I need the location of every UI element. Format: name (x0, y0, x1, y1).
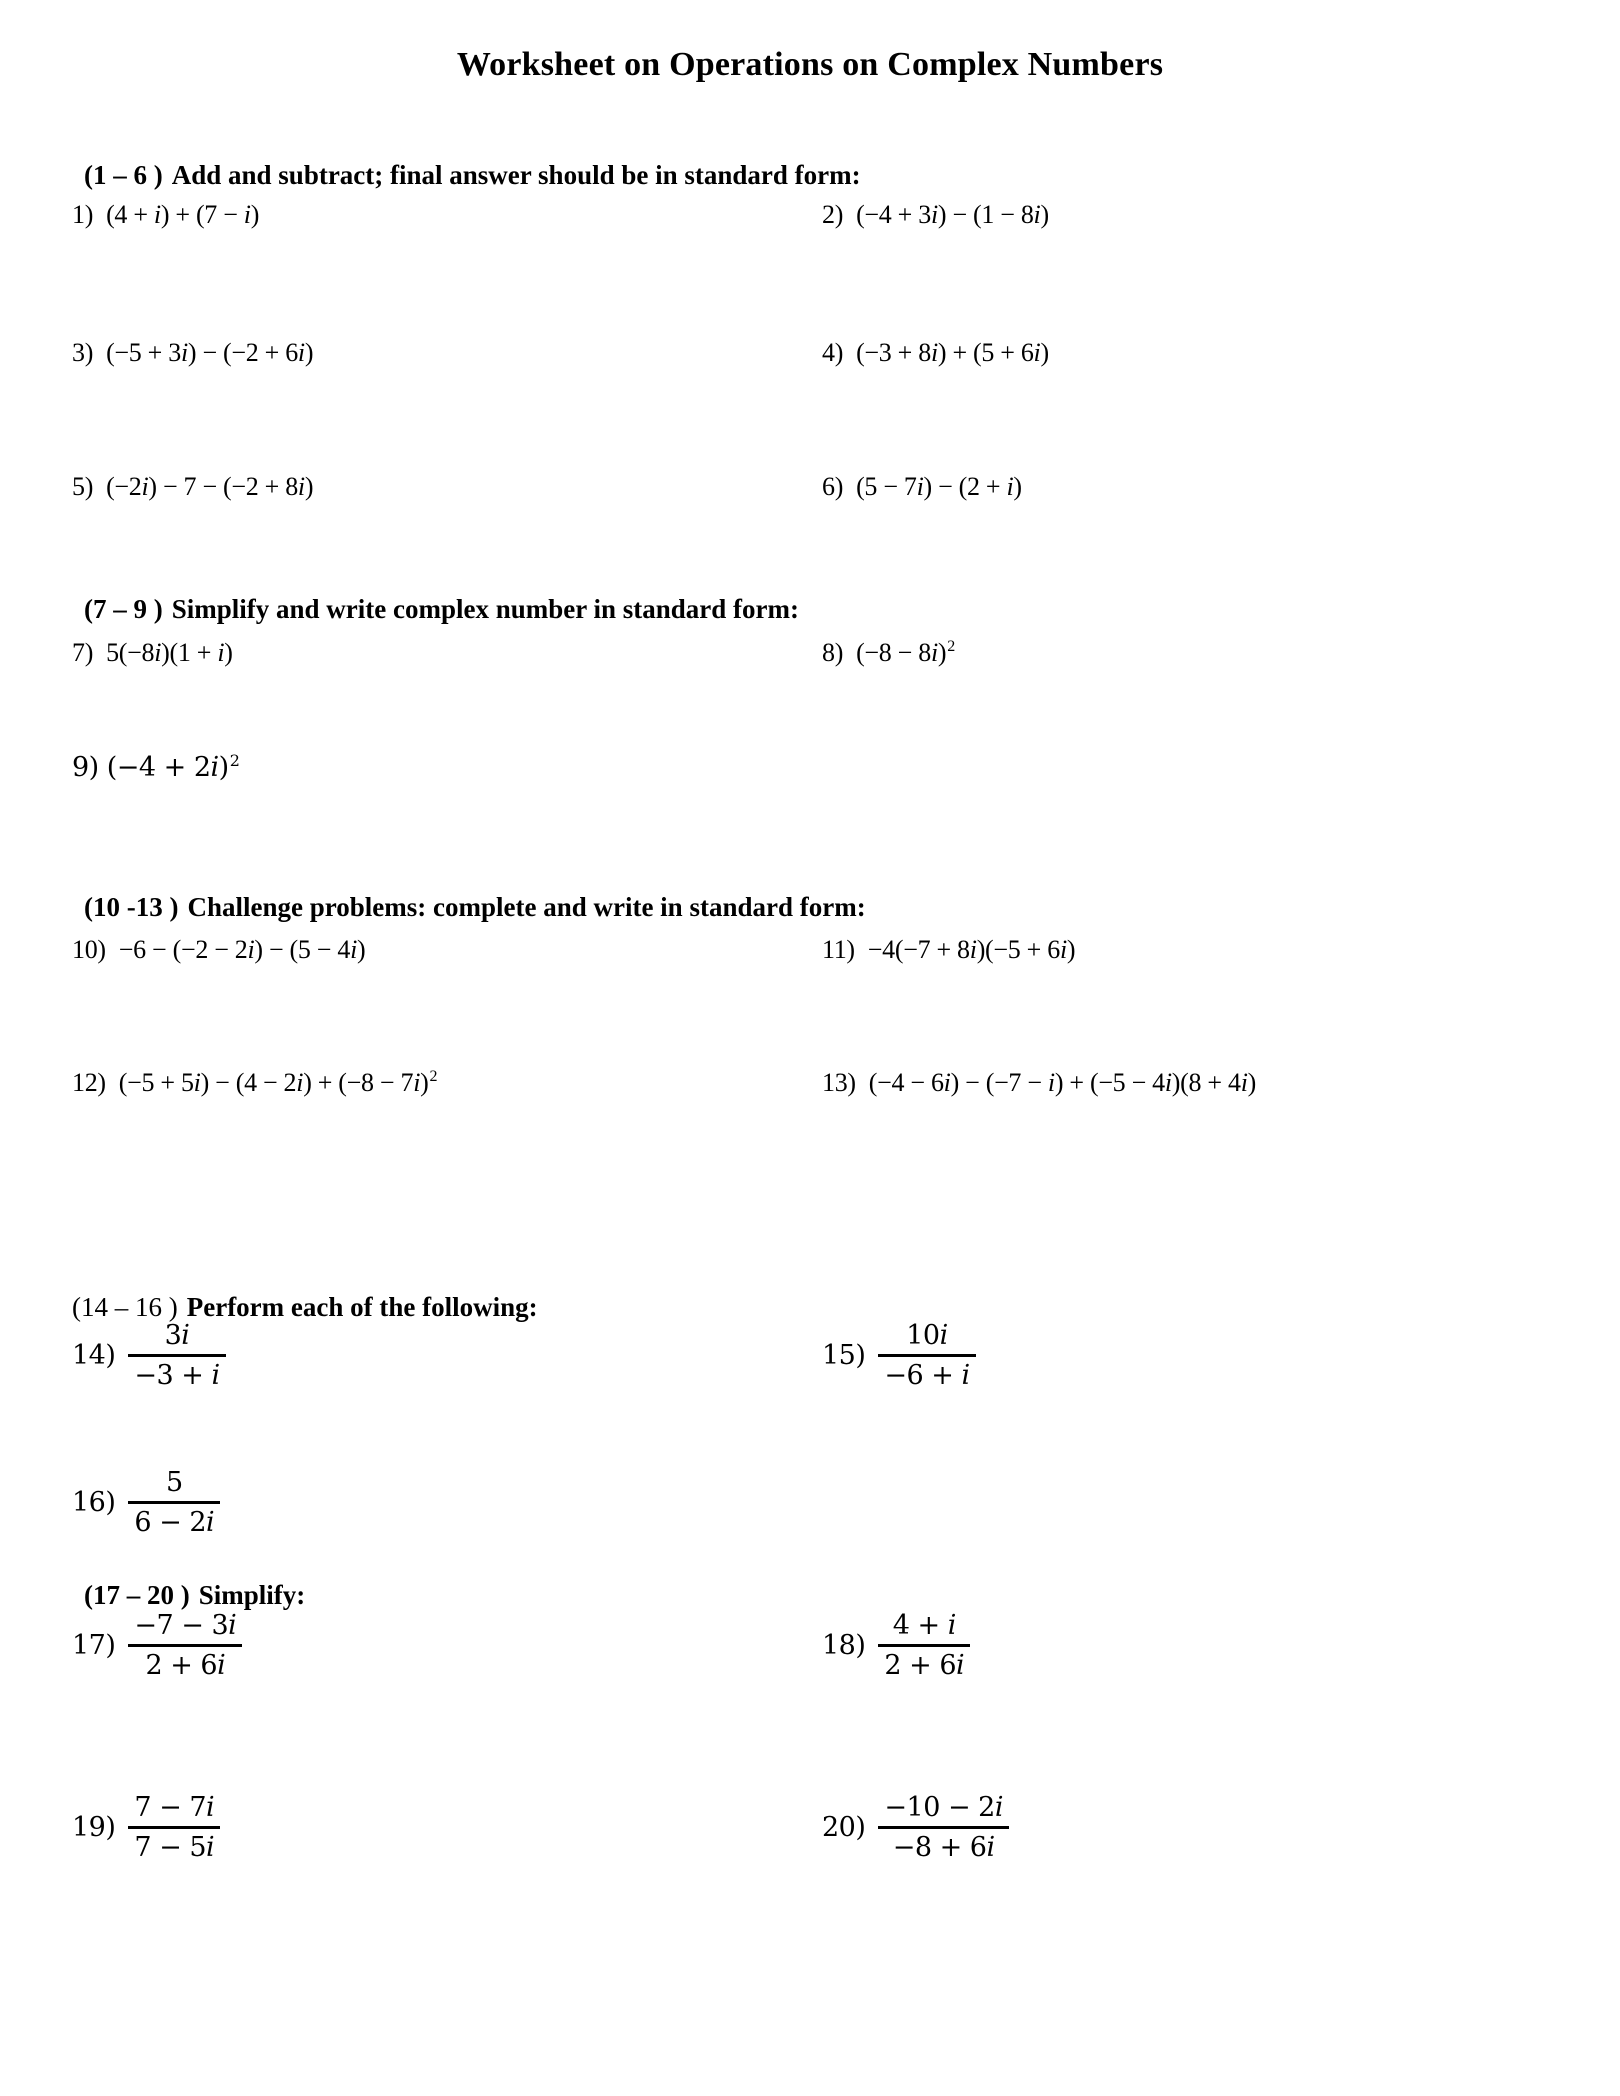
section-header-2 (84, 594, 799, 625)
problem-number: 15) (822, 1340, 866, 1371)
problem-number: 18) (822, 1630, 866, 1661)
fraction-denominator: −3 + i (134, 1360, 220, 1391)
problem-10 (72, 935, 365, 965)
fraction-bar (128, 1826, 220, 1829)
problem-number: 8) (822, 638, 844, 667)
fraction-bar (878, 1354, 975, 1357)
problem-expression: 5(−8i)(1 + i) (106, 638, 233, 667)
problem-13 (822, 1068, 1256, 1098)
section-text: Add and subtract; final answer should be in standard form: (171, 160, 861, 190)
problem-number: 20) (822, 1812, 866, 1843)
section-header-5 (84, 1580, 305, 1611)
section-range: (7 – 9 ) (84, 594, 163, 624)
problem-number: 16) (72, 1487, 116, 1518)
problem-number: 9) (72, 752, 99, 783)
fraction (878, 1319, 975, 1392)
section-text: Challenge problems: complete and write in standard form: (187, 892, 866, 922)
problem-20 (822, 1791, 1009, 1864)
page-title: Worksheet on Operations on Complex Numbers (456, 46, 1164, 83)
problem-expression: −6 − (−2 − 2i) − (5 − 4i) (118, 935, 366, 964)
section-text: Simplify and write complex number in standard form: (171, 594, 799, 624)
fraction-numerator: 10i (906, 1320, 948, 1351)
problem-expression: (−4 + 3i) − (1 − 8i) (856, 200, 1049, 229)
problem-expression: (−4 + 2i) (106, 752, 229, 783)
section-range: (10 -13 ) (84, 892, 179, 922)
section-range: (1 – 6 ) (84, 160, 163, 190)
fraction-denominator: 6 − 2i (134, 1507, 215, 1538)
problem-expression: (−2i) − 7 − (−2 + 8i) (106, 472, 314, 501)
fraction (128, 1609, 242, 1682)
problem-7 (72, 638, 233, 668)
problem-number: 2) (822, 200, 844, 229)
problem-expression: (4 + i) + (7 − i) (106, 200, 260, 229)
fraction-denominator: 7 − 5i (134, 1832, 215, 1863)
problem-number: 12) (72, 1068, 106, 1097)
fraction-bar (128, 1354, 225, 1357)
section-text: Simplify: (198, 1580, 306, 1610)
problem-number: 7) (72, 638, 94, 667)
fraction-numerator: −7 − 3i (134, 1610, 237, 1641)
problem-19 (72, 1791, 220, 1864)
exponent: 2 (229, 751, 240, 770)
problem-expression: (−3 + 8i) + (5 + 6i) (856, 338, 1049, 367)
problem-expression: (−4 − 6i) − (−7 − i) + (−5 − 4i)(8 + 4i) (868, 1068, 1256, 1097)
problem-8 (822, 638, 955, 668)
fraction-denominator: −6 + i (884, 1360, 970, 1391)
problem-6 (822, 472, 1022, 502)
fraction-bar (878, 1826, 1009, 1829)
fraction-numerator: 5 (165, 1467, 183, 1498)
problem-expression: (−5 + 3i) − (−2 + 6i) (106, 338, 314, 367)
problem-18 (822, 1609, 970, 1682)
problem-number: 6) (822, 472, 844, 501)
section-text: Perform each of the following: (186, 1292, 538, 1322)
problem-1 (72, 200, 259, 230)
problem-number: 13) (822, 1068, 856, 1097)
fraction-numerator: 7 − 7i (134, 1792, 215, 1823)
section-range: (14 – 16 ) (72, 1292, 178, 1322)
fraction-bar (128, 1644, 242, 1647)
problem-expression: (5 − 7i) − (2 + i) (856, 472, 1022, 501)
fraction-numerator: −10 − 2i (884, 1792, 1003, 1823)
fraction (878, 1791, 1009, 1864)
problem-9 (72, 752, 239, 783)
section-header-3 (84, 892, 866, 923)
problem-number: 10) (72, 935, 106, 964)
problem-11 (822, 935, 1075, 965)
problem-5 (72, 472, 313, 502)
exponent: 2 (947, 638, 955, 656)
section-header-1 (84, 160, 861, 191)
fraction-denominator: −8 + 6i (892, 1832, 995, 1863)
problem-number: 17) (72, 1630, 116, 1661)
problem-expression: −4(−7 + 8i)(−5 + 6i) (867, 935, 1076, 964)
problem-number: 19) (72, 1812, 116, 1843)
fraction-denominator: 2 + 6i (145, 1650, 226, 1681)
problem-12 (72, 1068, 437, 1098)
fraction (128, 1319, 225, 1392)
problem-4 (822, 338, 1049, 368)
fraction (128, 1466, 220, 1539)
problem-17 (72, 1609, 242, 1682)
problem-14 (72, 1319, 226, 1392)
fraction-numerator: 4 + i (892, 1610, 956, 1641)
problem-expression: (−8 − 8i) (856, 638, 947, 667)
fraction-numerator: 3i (164, 1320, 190, 1351)
problem-number: 4) (822, 338, 844, 367)
problem-number: 5) (72, 472, 94, 501)
problem-number: 11) (822, 935, 855, 964)
fraction (878, 1609, 970, 1682)
fraction (128, 1791, 220, 1864)
problem-expression: (−5 + 5i) − (4 − 2i) + (−8 − 7i) (118, 1068, 429, 1097)
fraction-denominator: 2 + 6i (884, 1650, 965, 1681)
problem-number: 3) (72, 338, 94, 367)
exponent: 2 (429, 1068, 438, 1086)
problem-3 (72, 338, 313, 368)
section-range: (17 – 20 ) (84, 1580, 190, 1610)
problem-15 (822, 1319, 976, 1392)
problem-2 (822, 200, 1049, 230)
fraction-bar (878, 1644, 970, 1647)
fraction-bar (128, 1501, 220, 1504)
problem-16 (72, 1466, 220, 1539)
problem-number: 14) (72, 1340, 116, 1371)
problem-number: 1) (72, 200, 94, 229)
